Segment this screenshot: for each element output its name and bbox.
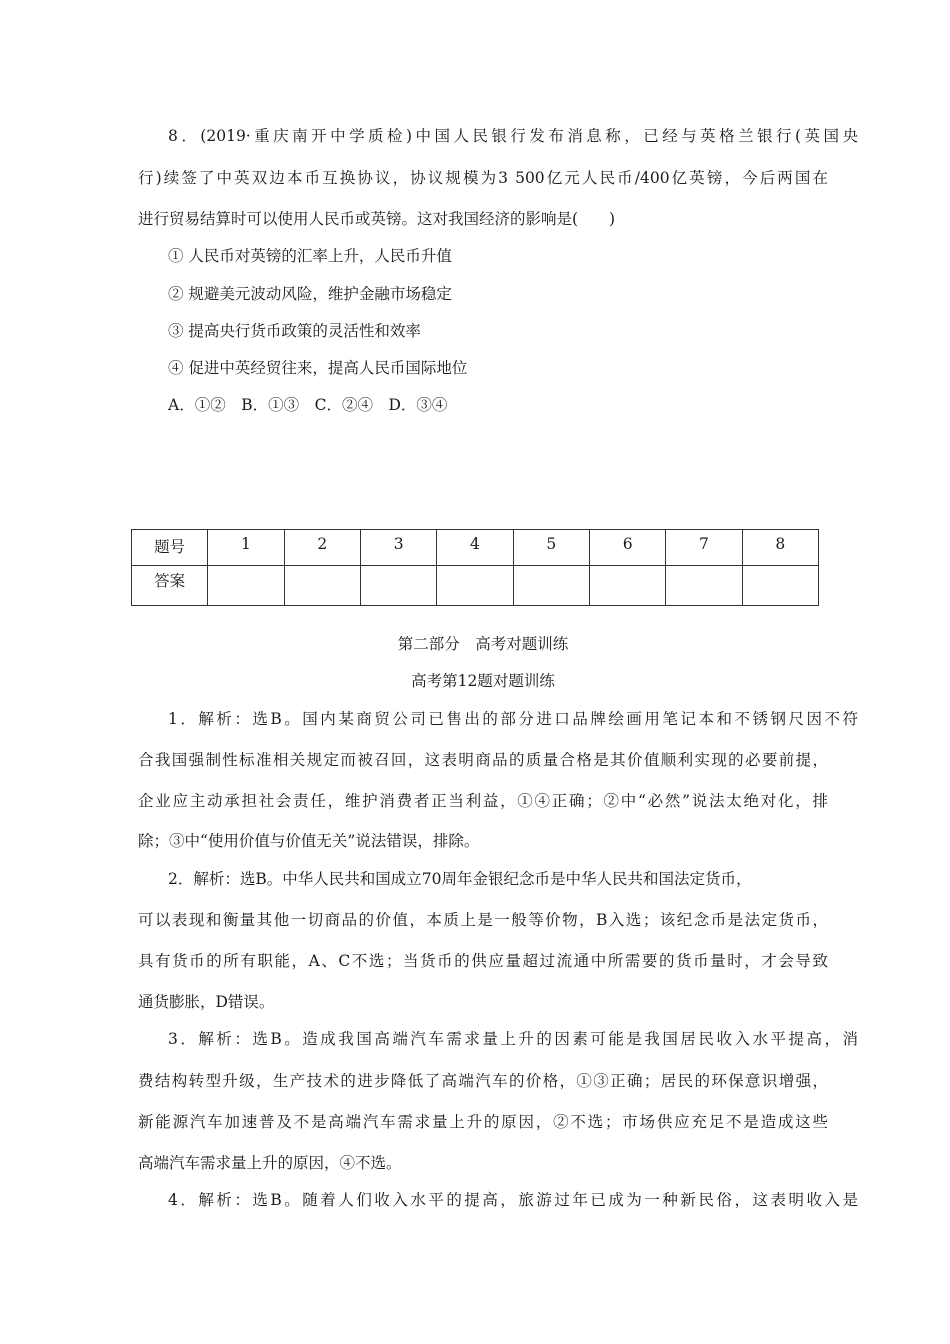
table-number: 5 [513, 530, 589, 566]
table-answer-row [132, 566, 819, 606]
question-8-line-3: 进行贸易结算时可以使用人民币或英镑。这对我国经济的影响是( ) [138, 210, 616, 228]
explanation-3-line-1: 3．解析：选B。造成我国高端汽车需求量上升的因素可能是我国居民收入水平提高，消 [168, 1030, 858, 1048]
answer-cell[interactable] [589, 566, 665, 606]
answer-cell[interactable] [437, 566, 513, 606]
table-number: 2 [284, 530, 360, 566]
table-answer-label: 答案 [132, 566, 208, 606]
section-subtitle: 高考第12题对题训练 [411, 672, 555, 690]
answer-cell[interactable] [742, 566, 818, 606]
explanation-1-line-2: 合我国强制性标准相关规定而被召回，这表明商品的质量合格是其价值顺利实现的必要前提， [138, 751, 828, 769]
question-8-line-2: 行)续签了中英双边本币互换协议，协议规模为3 500亿元人民币/400亿英镑，今后两国在 [138, 169, 828, 187]
explanation-1-line-4: 除；③中“使用价值与价值无关”说法错误，排除。 [138, 832, 480, 850]
table-header-label: 题号 [132, 530, 208, 566]
answer-cell[interactable] [513, 566, 589, 606]
answer-cell[interactable] [666, 566, 742, 606]
explanation-1-line-3: 企业应主动承担社会责任，维护消费者正当利益，①④正确；②中“必然”说法太绝对化，排 [138, 792, 828, 810]
option-2: ② 规避美元波动风险，维护金融市场稳定 [168, 285, 452, 303]
table-number: 6 [589, 530, 665, 566]
answer-choices: A．①② B．①③ C．②④ D．③④ [168, 396, 448, 414]
question-8-line-1: 8．(2019·重庆南开中学质检)中国人民银行发布消息称，已经与英格兰银行(英国央 [168, 127, 858, 145]
explanation-4-line-1: 4．解析：选B。随着人们收入水平的提高，旅游过年已成为一种新民俗，这表明收入是 [168, 1191, 858, 1209]
explanation-2-line-2: 可以表现和衡量其他一切商品的价值，本质上是一般等价物，B入选；该纪念币是法定货币， [138, 911, 828, 929]
table-number: 4 [437, 530, 513, 566]
explanation-3-line-2: 费结构转型升级，生产技术的进步降低了高端汽车的价格，①③正确；居民的环保意识增强， [138, 1072, 828, 1090]
table-number: 8 [742, 530, 818, 566]
answer-cell[interactable] [284, 566, 360, 606]
explanation-2-line-3: 具有货币的所有职能，A、C不选；当货币的供应量超过流通中所需要的货币量时，才会导致 [138, 952, 828, 970]
explanation-2-line-1: 2．解析：选B。中华人民共和国成立70周年金银纪念币是中华人民共和国法定货币， [168, 870, 752, 888]
table-number: 1 [208, 530, 284, 566]
answer-cell[interactable] [208, 566, 284, 606]
explanation-2-line-4: 通货膨胀，D错误。 [138, 993, 275, 1011]
explanation-3-line-4: 高端汽车需求量上升的原因，④不选。 [138, 1154, 402, 1172]
option-1: ① 人民币对英镑的汇率上升，人民币升值 [168, 247, 452, 265]
option-4: ④ 促进中英经贸往来，提高人民币国际地位 [168, 359, 468, 377]
explanation-3-line-3: 新能源汽车加速普及不是高端汽车需求量上升的原因，②不选；市场供应充足不是造成这些 [138, 1113, 828, 1131]
table-number: 3 [360, 530, 436, 566]
option-3: ③ 提高央行货币政策的灵活性和效率 [168, 322, 421, 340]
table-number: 7 [666, 530, 742, 566]
answer-cell[interactable] [360, 566, 436, 606]
explanation-1-line-1: 1．解析：选B。国内某商贸公司已售出的部分进口品牌绘画用笔记本和不锈钢尺因不符 [168, 710, 858, 728]
answer-table [131, 529, 819, 606]
table-header-row [132, 530, 819, 566]
section-title: 第二部分 高考对题训练 [397, 635, 569, 653]
